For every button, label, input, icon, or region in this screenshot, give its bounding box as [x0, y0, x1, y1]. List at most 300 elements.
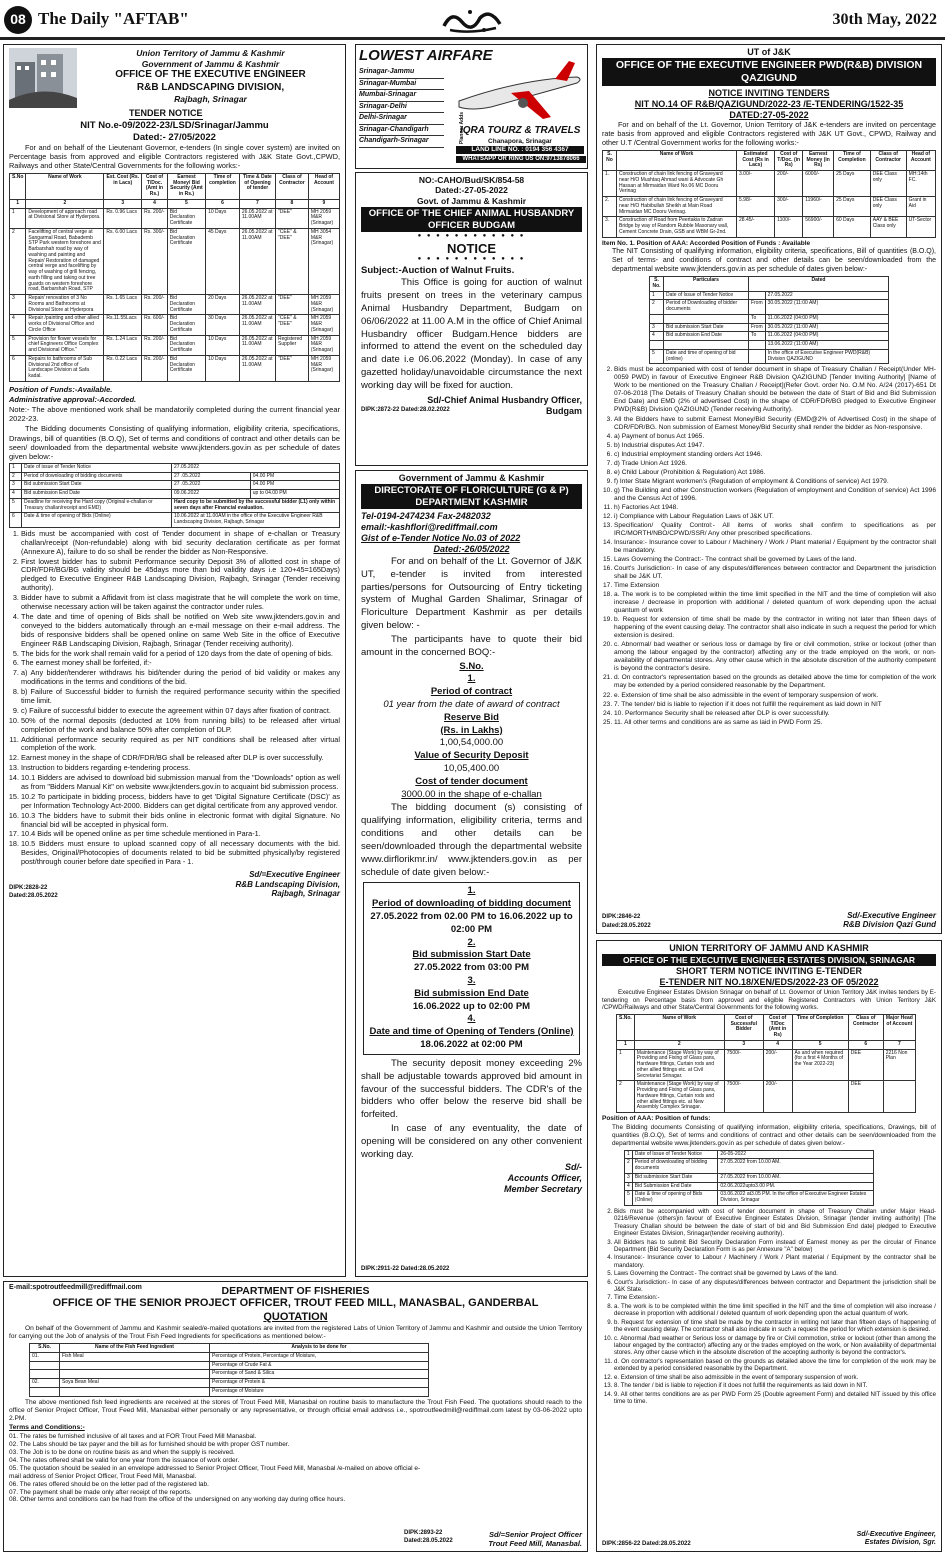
table-cell: 45 Days — [206, 228, 240, 294]
list-item: 15. Laws Governing the Contract:- The contract shall be governed by Laws of the land. — [614, 556, 936, 564]
table-cell: Percentage of Protein, Percentage of Moisture, — [210, 1352, 429, 1361]
table-cell: 13.06.2022 (11:00 AM) — [765, 341, 888, 350]
short-term: SHORT TERM NOTICE INVITING E-TENDER — [675, 966, 862, 977]
step-value: 18.06.2022 at 02:00 PM — [420, 1039, 523, 1051]
tender-ad-landscaping — [3, 44, 346, 1277]
table-cell: 200/- — [763, 1081, 792, 1113]
col-num: 5 — [167, 199, 205, 208]
list-item: 17. 10.4 Bids will be opened online as per time schedule mentioned in Para-1. — [21, 830, 340, 839]
table-cell: 2 — [617, 1081, 635, 1113]
th-class: Class of Contractor — [870, 150, 906, 170]
schedule-row — [650, 323, 889, 332]
sched-value: 27 .05.2022 — [172, 472, 251, 481]
schedule-body — [650, 291, 889, 364]
table-cell: 200/- — [775, 171, 803, 197]
dipk-number: DIPK:2828-22 — [9, 885, 48, 892]
nit-number: NIT NO.14 OF R&B/QAZIGUND/2022-23 /E-TENDERING/1522-35 — [634, 98, 904, 109]
table-cell: Maintenance (Stage Work) by way of Providing and Fixing of Glass pans, Hardware fittings, Curtain rods and other allied fittings etc. at Civil Secretariat Srinagar. — [634, 1049, 724, 1081]
table-cell: 27.05.2022 — [765, 291, 888, 300]
table-cell: 10 Days — [206, 355, 240, 381]
table-row — [603, 217, 936, 237]
schedule-table — [9, 463, 340, 528]
table-row — [10, 335, 340, 355]
note-text: Note:- The above mentioned work shall be mandatorily completed during the current financial year 2022-23. — [9, 405, 340, 424]
table-cell: As and when required (for a first 4 Months of the Year 2022-23) — [792, 1049, 848, 1081]
table-cell: 10 Days — [206, 208, 240, 228]
works-table — [602, 150, 936, 238]
govt-name: Govt. of Jammu & Kashmir — [416, 195, 527, 206]
table-cell: Repairs to bathrooms of Sub Divisional 2nd office of Landscape Division at Safa kadal. — [26, 355, 104, 381]
list-item: 02. The Labs should be tax payer and the bill as for furnished should be with proper GST number. — [9, 1441, 290, 1448]
telephone: Tel-0194-2474234 Fax-2482032 — [361, 511, 491, 522]
govt-line-1: Union Territory of Jammu & Kashmir — [136, 48, 285, 58]
list-item: 5. The bids for the work shall remain valid for a period of 120 days from the date of opening of bids. — [21, 650, 340, 659]
table-cell: 1100/- — [775, 217, 803, 237]
schedule-table — [649, 276, 889, 364]
table-cell: Bid submission Start Date — [664, 323, 749, 332]
list-item: 21. d. On contractor's representation based on the grounds as detailed above the time for completion of the work may be extended by a period considered reasonable by the Department. — [614, 674, 936, 690]
th-tdoc: Cost of T/Doc (Amt in Rs) — [763, 1014, 792, 1040]
table-cell: Repair /painting and other allied works of Divisional Office and Circle Office — [26, 315, 104, 335]
works-table — [9, 173, 340, 382]
airfare-title: LOWEST AIRFARE — [359, 47, 493, 64]
office-title: OFFICE OF THE CHIEF ANIMAL HUSBANDRY OFFICER BUDGAM — [361, 207, 582, 232]
reserve-heading: Reserve Bid — [444, 711, 499, 723]
sched-label: Deadline for receiving the Hard copy (Original e-challan or Treasury challan/receipt and EMD) — [22, 498, 172, 513]
ref-date: Dated:-27-05-2022 — [435, 185, 508, 196]
security-heading: Value of Security Deposit — [414, 750, 529, 762]
th-cost: Est. Cost (Rs. in Lacs) — [104, 173, 142, 199]
body-text: The above mentioned fish feed ingredients are received at the stores of Trout Feed Mill, Manasbal on routine basis to manufacture the Trout Fish Feed. The quotations should reach to the office of Senior Project Officer, Trout Feed Mill, Manasbal either personally or any representative, or through official email address i.e., spotroutfeedmill@rediffmail.com latest by 03-06-2022 upto 2.PM. — [9, 1398, 582, 1422]
table-cell: MH 2059 M&R (Srinagar) — [308, 355, 339, 381]
table-cell: Percentage of Crude Fat & — [210, 1361, 429, 1370]
table-cell: Rs. 6.00 Lacs — [104, 228, 142, 294]
step-heading: Bid submission End Date — [414, 987, 529, 999]
th-tdoc: Cost of T/Doc. (in Rs) — [775, 150, 803, 170]
step-heading: Date and time of Opening of Tenders (Online) — [369, 1026, 574, 1038]
table-cell: 2. — [603, 197, 617, 217]
list-item: 14. 10.1 Bidders are advised to download bid submission manual from the "Downloads" option as well as from "Bidders Manual Kit" on website www.jktenders.gov.in to acquaint bid submission process. — [21, 774, 340, 792]
th-tdoc: Cost of T/Doc. (Amt in Rs.) — [142, 173, 168, 199]
table-cell: Fish Meal — [60, 1352, 210, 1361]
th-emd: Earnest Money/ Bid Security (Amt in Rs.) — [167, 173, 205, 199]
table-cell: 27.05.2022 from 10.00 AM. — [718, 1159, 874, 1174]
table-row — [603, 197, 936, 217]
signature-block — [361, 1162, 582, 1195]
office-title: OFFICE OF THE SENIOR PROJECT OFFICER, TROUT FEED MILL, MANASBAL, GANDERBAL — [52, 1297, 539, 1310]
dipk-date: Dated:28.05.2022 — [602, 922, 651, 929]
list-item: 10. 50% of the normal deposits (deducted at 10% from running bills) to be released after virtual completion of the work and balance 50% after completion of DLP. — [21, 717, 340, 735]
route-item: Srinagar-Jammu — [359, 67, 444, 79]
signature-block — [843, 911, 936, 931]
route-item: Delhi-Srinagar — [359, 113, 444, 125]
department: DEPARTMENT OF FISHERIES — [221, 1284, 370, 1297]
schedule-row — [625, 1173, 874, 1182]
list-item: 6. Court's Jurisdiction:- In case of any disputes/differences between contractor and Department the jurisdiction shall be J&K State. — [614, 1279, 936, 1294]
sched-num: 5 — [10, 498, 22, 513]
table-cell: 2216 Non Plan — [883, 1049, 915, 1081]
sched-num: 2 — [10, 472, 22, 481]
table-cell: Percentage of Protein & — [210, 1379, 429, 1388]
list-item: 06. The rates offered should be on the letter pad of the registered lab. — [9, 1480, 209, 1488]
table-cell: MH 2059 M&R (Srinagar) — [308, 315, 339, 335]
table-cell — [883, 1081, 915, 1113]
sign-line: Rajbagh, Srinagar — [271, 889, 340, 899]
list-item: 12. e. Extension of time shall be also admissible in the event of temporary suspension of work. — [614, 1374, 936, 1381]
sign-line: Sd/-Executive Engineer — [847, 910, 936, 920]
col-num: 4 — [142, 199, 168, 208]
table-cell: 25 Days — [834, 171, 871, 197]
route-item: Chandigarh-Srinagar — [359, 136, 444, 148]
list-item: 04. The rates offered shall be valid for one year from the issuance of work order. — [9, 1456, 240, 1464]
landline: LAND LINE NO. : 0194 356 4367 — [456, 146, 584, 154]
th-name: Name of Work — [617, 150, 737, 170]
schedule-row — [650, 291, 889, 300]
list-item: 8. e) Child Labour (Prohibition & Regulation) Act 1986. — [614, 469, 936, 477]
list-item: 1. Bids must be accompanied with cost of Tender document in shape of e-challan or Treasury challan/receipt (Non-refundable) along with bid security declaration certificate as per format (Annexure A), failure to do so shall be render the bidder as Non-Responsive. — [21, 530, 340, 557]
th-class: Class of Contractor — [276, 173, 309, 199]
table-cell: 3 — [10, 295, 26, 315]
intro-text: For and on behalf of the Lt. Governor, Union Territory of J&K e-tenders are invited on percentage rate basis from approved and eligible Contractors registered with J&K UT Govt., CPWD, Railway and other U.T /Central Government works for the following works:- — [602, 120, 936, 148]
th-particulars: Particulars — [664, 277, 749, 292]
list-item: 11. Additional performance security required as per NIT conditions shall be released after virtual completion of the work. — [21, 736, 340, 754]
col-num: 4 — [763, 1040, 792, 1049]
th-head: Head of Account — [906, 150, 935, 170]
sched-label: Period of downloading of bidding documents — [22, 472, 172, 481]
table-row — [10, 228, 340, 294]
govt-line-2: Government of Jammu & Kashmir — [141, 58, 280, 69]
table-row — [10, 295, 340, 315]
table-cell — [748, 341, 765, 350]
schedule-row — [650, 341, 889, 350]
ingredient-table-body — [30, 1352, 429, 1396]
table-row — [10, 355, 340, 381]
sign-line: Budgam — [546, 405, 582, 416]
qazigund-tender-ad — [596, 44, 942, 934]
col-num: 2 — [26, 199, 104, 208]
table-cell: MH 2059 M&R (Srinagar) — [308, 208, 339, 228]
table-cell: 2 — [650, 300, 664, 315]
table-cell: 30.05.2022 (11:00 AM) — [765, 323, 888, 332]
table-cell: 10 Days — [206, 335, 240, 355]
table-cell: DEE Class only — [870, 197, 906, 217]
table-cell: Bid Declaration Certificate — [167, 295, 205, 315]
list-item: 9. b. Request for extension of time shall be made by the contractor in writing not later than fifteen days of happening of the event causing delay. The contractor shall also indicate in such a request the period for which extension is desired. — [614, 1319, 936, 1334]
table-cell: 30 Days — [206, 315, 240, 335]
table-cell: Maintenance (Stage Work) by way of Providing and Fixing of Glass pans, Hardware fittings, Curtain rods and other allied fittings etc. at New Assembly Complex Srinagar. — [634, 1081, 724, 1113]
list-item: 7. a) Any bidder/tenderer withdraws his bid/tender during the period of bid validity or makes any modifications in the terms and conditions of the bid. — [21, 669, 340, 687]
table-cell: Date of Issue of Tender Notice — [664, 291, 749, 300]
office-title: OFFICE OF THE EXECUTIVE ENGINEER ESTATES DIVISION, SRINAGAR — [602, 954, 936, 966]
sign-line: Sd/-Chief Animal Husbandry Officer, — [427, 394, 582, 405]
sched-value: Hard copy to be submitted by the successful bidder (L1) only within seven days after Financial evaluation. — [172, 498, 340, 513]
quotation-heading: QUOTATION — [263, 1310, 328, 1323]
sched-num: 6 — [10, 513, 22, 528]
table-cell: UT-Sector — [906, 217, 935, 237]
table-cell: To — [748, 314, 765, 323]
list-item: 6. c) Industrial employment standing orders Act 1946. — [614, 451, 936, 459]
th-time: Time of completion — [206, 173, 240, 199]
intro-text: For and on behalf of the Lt. Governor of J&K UT, e-tender is invited from interested parties/persons for Outsourcing of Entry ticketing system of Mughal Garden Shalimar, Srinagar of Floriculture Department Kashmir as per details given below: - — [361, 556, 582, 632]
table-cell: Bid Declaration Certificate — [167, 228, 205, 294]
table-cell: In the office of Executive Engineer PWD(R&B) Division QAZIGUND — [765, 349, 888, 364]
terms-heading: Terms and Conditions:- — [9, 1423, 85, 1431]
table-cell: 1 — [650, 291, 664, 300]
table-cell: 7500/- — [724, 1081, 763, 1113]
table-cell: 7500/- — [724, 1049, 763, 1081]
th-time: Time of Completion — [792, 1014, 848, 1040]
step-num: 3. — [467, 975, 476, 986]
table-cell: 6000/- — [803, 171, 834, 197]
table-row — [10, 208, 340, 228]
table-cell: Soya Bean Meal — [60, 1379, 210, 1388]
table-cell: 200/- — [763, 1049, 792, 1081]
table-cell: 26.05.2022 at 11.00AM — [239, 355, 275, 381]
table-cell: 60 Days — [834, 217, 871, 237]
table-cell: Development of approach road at Divisional Store at Hyderpora. — [26, 208, 104, 228]
route-list — [359, 67, 444, 148]
table-cell: Rs. 1.65 Lacs — [104, 295, 142, 315]
table-cell: 26.05.2022 at 11.00AM — [239, 228, 275, 294]
list-item: 4. Insurance:- Insurance cover to Labour / Machinery / Work / Plant material / Equipment by the contractor shall be mandatory. — [614, 1254, 936, 1269]
list-item: 17. Time Extension — [614, 582, 936, 590]
table-cell: Period of Downloading of bidder documents — [664, 300, 749, 315]
table-cell — [60, 1387, 210, 1396]
sign-line: Sd/- — [565, 1162, 582, 1173]
works-table-body — [603, 171, 936, 238]
sched-value: 27 .05.2022 — [172, 481, 251, 490]
table-cell: Rs. 1.24 Lacs — [104, 335, 142, 355]
th-sno: S. No — [603, 150, 617, 170]
table-cell: Construction of Road from Peertakia to Zadran Bridge by way of Random Rubble Masonary wall, Cement Concrete Drain, GSB and WBM Gr-2nd. — [617, 217, 737, 237]
table-cell: Rs. 200/- — [142, 335, 168, 355]
col-num: 6 — [848, 1040, 883, 1049]
table-cell: 5 — [10, 335, 26, 355]
schedule-row — [625, 1150, 874, 1159]
table-cell — [30, 1370, 60, 1379]
table-cell: 56900/- — [803, 217, 834, 237]
company-address: Chanapora, Srinagar — [488, 138, 552, 145]
schedule-row — [625, 1159, 874, 1174]
th-sno: S. No. — [650, 277, 664, 292]
table-row — [30, 1387, 429, 1396]
table-cell: 2 — [10, 228, 26, 294]
floriculture-tender-ad — [355, 470, 588, 1277]
table-cell: From — [748, 323, 765, 332]
step-num: 1. — [467, 885, 476, 897]
step-value: 16.06.2022 up to 02:00 PM — [412, 1000, 531, 1012]
list-item: 07. The payment shall be made only after receipt of the reports. — [9, 1488, 192, 1496]
table-cell: To — [748, 332, 765, 341]
ref-no: NO:-CAHO/Bud/SK/854-58 — [418, 175, 525, 185]
issue-date: 30th May, 2022 — [832, 11, 937, 28]
list-item: 2. First lowest bidder has to submit Performance security Deposit 3% of allotted cost in shape of CDR/FDR/BG/BG validity should be 45days more than bid validity days i.e 120+45=165Days) pledged to Executive Engineer R&B Landscaping Division, Rajbagh, Srinagar (Tender receiving authority). — [21, 558, 340, 594]
table-cell: 30.05.2022 (11:00 AM) — [765, 300, 888, 315]
sched-time: 04.00 PM — [250, 472, 339, 481]
table-cell: Bid submission End Date — [664, 332, 749, 341]
newspaper-name: The Daily "AFTAB" — [38, 9, 189, 28]
th-head: Major Head of Account — [883, 1014, 915, 1040]
table-cell: 3. — [603, 217, 617, 237]
table-cell: 25 Days — [834, 197, 871, 217]
notice-body: This Office is going for auction of walnut fruits present on trees in the veterinary campus Animal Husbandry Department, Budgam on 06/06/2022 at 11.00 A.M in the office of Chief Animal Husbandry officer Budgam.Hence bidders are informed to attend the event on the scheduled day and date i.e 06.06.2022 (Monday). In case of any gazetted holiday/unavoidable circumstance the next working day will be fixed for auction. — [361, 277, 582, 391]
table-cell: 5 — [625, 1191, 633, 1206]
date-schedule — [363, 882, 580, 1055]
table-cell: 4 — [650, 332, 664, 341]
table-cell: Rs. 200/- — [142, 295, 168, 315]
notice-heading: NOTICE — [446, 240, 497, 256]
table-cell — [664, 314, 749, 323]
gist-date: Dated:-26/05/2022 — [433, 544, 510, 555]
col-num: 2 — [634, 1040, 724, 1049]
list-item: 23. 7. The tender/ bid is liable to rejection if it does not fulfill the requirement as laid down in NIT — [614, 701, 936, 709]
table-row — [30, 1361, 429, 1370]
th-sno: S.No. — [30, 1344, 60, 1353]
th-emd: Earnest Money (in Rs) — [803, 150, 834, 170]
nit-title: NOTICE INVITING TENDERS — [708, 87, 830, 98]
terms-list — [9, 1433, 429, 1504]
table-cell: 4 — [625, 1182, 633, 1191]
side-label: Planner Adds — [458, 112, 465, 145]
step-num: 2. — [467, 936, 476, 948]
table-cell: 26.05.2022 at 11.00AM — [239, 335, 275, 355]
table-cell: Date & time of opening of Bids (Online) — [632, 1191, 718, 1206]
clause-1: The NIT Consisting of qualifying information, eligibility criteria, specifications, Bill of quantities (B.O.Q), Set of terms- and conditions of contract and other details can be seen/downloaded from the departmental website www.jktenders.gov.in as per schedule of dates given below:- — [612, 248, 936, 273]
cost-heading: Cost of tender document — [415, 775, 528, 787]
sched-value: 27.05.2022 — [172, 463, 340, 472]
table-cell — [748, 349, 765, 364]
table-cell: AAY & BEE Class only — [870, 217, 906, 237]
table-cell: Rs.11.55Lacs — [104, 315, 142, 335]
sign-line: Estates Division, Sgr. — [864, 1539, 936, 1547]
sign-line: R&B Landscaping Division, — [235, 879, 340, 889]
schedule-row — [650, 332, 889, 341]
table-cell: 26.05.2022 at 11.00AM — [239, 295, 275, 315]
list-item: 14. 9. All other terms conditions are as per PWD Form 25 (Double agreement Form) and detailed NIT issued by this office time to time. — [614, 1391, 936, 1406]
divider: ● ● ● ● ● ● ● ● ● ● ● ● — [417, 256, 526, 263]
list-item: 8. a. The work is to be completed within the time limit specified in the NIT and the time of completion will also increase / decrease in proportion with additional / deleted quantum of work depending upon the actual quantum of work. — [614, 1303, 936, 1318]
nit-number: E-TENDER NIT NO.18/XEN/EDS/2022-23 OF 05/2022 — [659, 977, 879, 988]
schedule-row — [625, 1182, 874, 1191]
table-cell: MH 2059 M&R (Srinagar) — [308, 335, 339, 355]
auction-notice-ad — [355, 172, 588, 466]
dipk-number: DIPK:2893-22 Dated:28.05.2022 — [404, 1530, 453, 1544]
list-item: 05. The quotation should be sealed in an envelope addressed to Senior Project Officer, Trout Feed Mill, Manasbal /e-mailed on above official e-mail address of Senior Project Officer, Trout Feed Mill, Manasbal. — [9, 1464, 421, 1480]
table-cell: "DEE" — [276, 295, 309, 315]
th-analysis: Analysis to be done for — [210, 1344, 429, 1353]
schedule-row — [650, 349, 889, 364]
sign-line: Sd/=Senior Project Officer — [488, 1529, 582, 1539]
table-cell: 3 — [625, 1173, 633, 1182]
table-cell: "CEE" & "DEE" — [276, 315, 309, 335]
table-cell: 3.00/- — [737, 171, 775, 197]
table-cell: Bid submission Start Date — [632, 1173, 718, 1182]
admin-approval: Administrative approval:-Accorded. — [9, 394, 137, 404]
col-num: 1 — [617, 1040, 635, 1049]
table-cell: Date and time of opening of bid (online) — [664, 349, 749, 364]
table-cell: 26.05.2022 at 11.00AM — [239, 208, 275, 228]
airplane-image — [451, 57, 585, 127]
list-item: 8. b) Failure of Successful bidder to furnish the required performance security within the specified time limit. — [21, 688, 340, 706]
list-item: 3. All the Bidders have to submit Earnest Money/Bid Security (EMD@2% of Advertised Cost) in the shape of CDR/FDR/BG. Non submission of Earnest Money/Bid Security shall render the bidder as Non-responsive. — [614, 416, 936, 432]
table-row — [617, 1081, 916, 1113]
th-head: Head of Account — [308, 173, 339, 199]
table-cell: 27.05.2022 from 10.00 AM. — [718, 1173, 874, 1182]
schedule-table — [624, 1150, 874, 1206]
list-item: 9. f) Inter State Migrant workmen's (Regulation of employment & Conditions of service) Act 1979. — [614, 478, 936, 486]
list-item: 9. c) Failure of successful bidder to execute the agreement within 07 days after fixation of contract. — [21, 707, 340, 716]
sched-num: 3 — [10, 481, 22, 490]
col-num: 7 — [239, 199, 275, 208]
list-item: 11. h) Factories Act 1948. — [614, 504, 936, 512]
office-line: OFFICE OF THE EXECUTIVE ENGINEER — [115, 69, 306, 81]
table-cell: 26-05-2022 — [718, 1150, 874, 1159]
list-item: 01. The rates be furnished inclusive of all taxes and at FOR Trout Feed Mill Manasbal. — [9, 1433, 257, 1441]
security-value: 10,05,400.00 — [443, 763, 500, 774]
table-cell: Bid Submission End Date — [632, 1182, 718, 1191]
ut-name: UT of J&K — [747, 47, 791, 57]
sign-line: Trout Feed Mill, Manasbal. — [488, 1538, 582, 1548]
page-number: 08 — [4, 6, 32, 34]
email: email:-kashflori@rediffmail.com — [361, 522, 498, 533]
sched-time: up to 04.00 PM — [250, 490, 339, 499]
list-item: 12. i) Compliance with Labour Regulation Laws of J&K UT. — [614, 513, 936, 521]
list-item: 10. g) The Building and other Construction workers (Regulation of employment and Condition of service) Act 1996 and the Census Act of 1996. — [614, 487, 936, 503]
dipk-number: DIPK:2856-22 Dated:28.05.2022 — [602, 1540, 691, 1547]
table-cell: "DEE" — [276, 208, 309, 228]
list-item: 12. Earnest money in the shape of CDR/FDR/BG shall be released after DLP is over successfully. — [21, 754, 340, 763]
list-item: 18. a. The work is to be completed within the time limit specified in the NIT and the time of completion will also increase / decrease in proportion with additional / deleted quantum of work depending upon the actual quantum of work — [614, 591, 936, 615]
col-num: 3 — [104, 199, 142, 208]
ut-name: UNION TERRITORY OF JAMMU AND KASHMIR — [669, 943, 869, 953]
table-cell: DEE — [848, 1049, 883, 1081]
conditions-list — [9, 530, 340, 867]
bidding-text: The bidding document (s) consisting of qualifying information, eligibility criteria, terms and conditions and other details can be seen/downloaded through the departmental website www.dirflorikmr.in/ www.jktenders.gov.in as per schedule of date given below:- — [361, 802, 582, 878]
table-cell — [30, 1361, 60, 1370]
estates-tender-ad — [596, 940, 942, 1552]
table-cell: Bid Declaration Certificate — [167, 355, 205, 381]
table-cell: Percentage of Sand & Silica — [210, 1370, 429, 1379]
works-table-body — [10, 208, 340, 381]
table-cell: Bid Declaration Certificate — [167, 208, 205, 228]
th-name: Name of Work — [634, 1014, 724, 1040]
table-cell: 02.06.2022upto3.00 PM. — [718, 1182, 874, 1191]
sched-value: 09.06.2022 — [172, 490, 251, 499]
table-row — [617, 1049, 916, 1081]
table-cell: 02. — [30, 1379, 60, 1388]
sched-value: 10.06.2022 at 11.00AM in the office of the Executive Engineer R&B Landscaping Division, Rajbagh, Srinagar — [172, 513, 340, 528]
route-item: Srinagar-Mumbai — [359, 79, 444, 91]
table-cell: Rs. 0.96 Lacs — [104, 208, 142, 228]
schedule-row — [650, 300, 889, 315]
table-cell: 1 — [10, 208, 26, 228]
table-cell: "DEE" — [276, 355, 309, 381]
list-item: 11. d. On contractor's representation based on the grounds as detailed above the time for completion of the work may be extended by a period considered reasonable by the Department. — [614, 1358, 936, 1373]
list-item: 7. d) Trade Union Act 1926. — [614, 460, 936, 468]
list-item: 3. Bidder have to submit a Affidavit from ist class magistrate that he will complete the work on time, otherwise necessary action will be taken against the contractor under rules. — [21, 594, 340, 612]
th-dated: Dated — [748, 277, 888, 292]
list-item: 4. The date and time of opening of Bids shall be notified on Web site www.jktenders.gov.in and conveyed to the bidders automatically through an e-mail message on their e-mail address. The bids of responsive bidders shall be opened online on same Web Site in the office of Executive Engineer R&B Landscaping Division, Rajbagh, Srinagar (Tender receiving authority). — [21, 613, 340, 649]
route-item: Srinagar-Chandigarh — [359, 125, 444, 137]
list-item: 5. Laws Governing the Contract:- The contract shall be governed by Laws of the land. — [614, 1270, 936, 1277]
sign-line: R&B Division Qazi Gund — [843, 920, 936, 930]
step-value: 27.05.2022 from 03:00 PM — [413, 962, 530, 974]
list-item: 13. Instruction to bidders regarding e-tendering process. — [21, 764, 340, 773]
ingredient-table — [29, 1343, 429, 1397]
list-item: 22. e. Extension of time shall be also admissible in the event of temporary suspension of work. — [614, 692, 936, 700]
table-row — [30, 1352, 429, 1361]
table-cell: Grant in Aid — [906, 197, 935, 217]
